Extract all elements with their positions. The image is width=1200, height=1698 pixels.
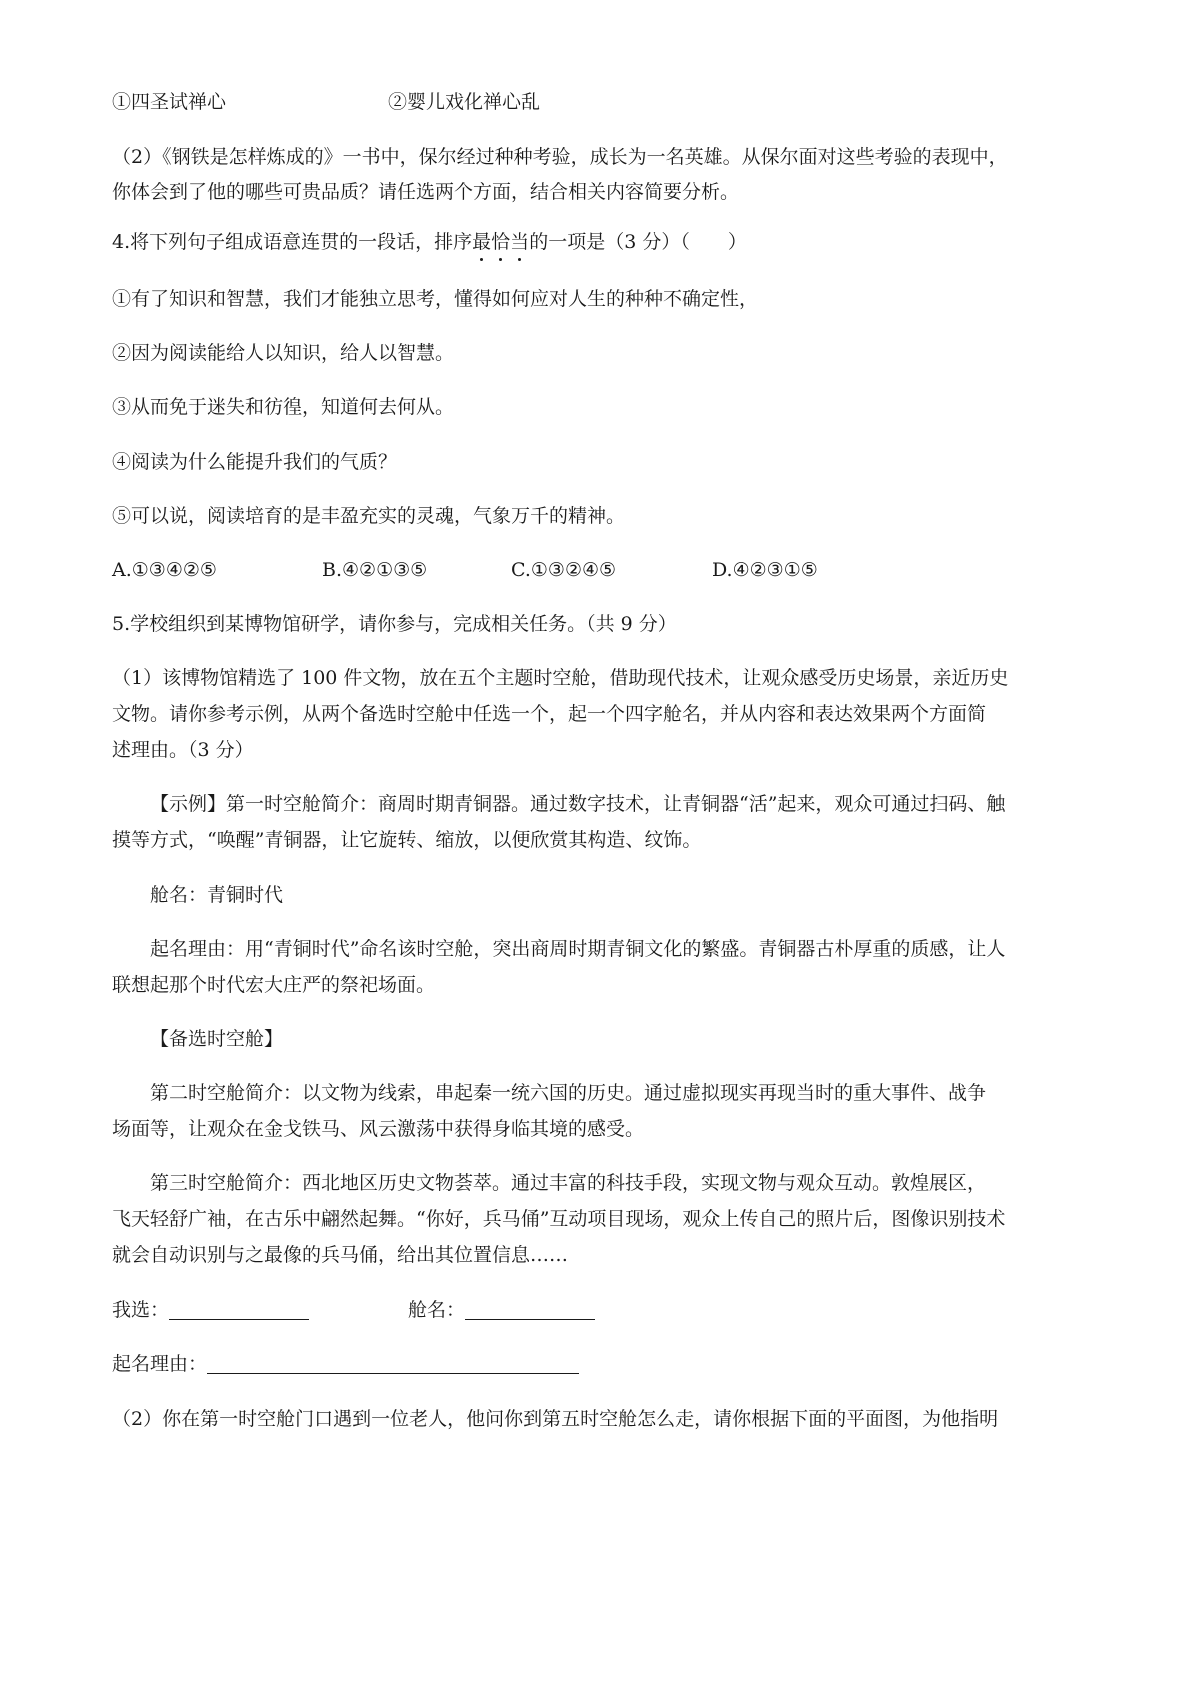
choose-blank[interactable] xyxy=(169,1299,309,1320)
q5-sub1-line-1: （1）该博物馆精选了 100 件文物，放在五个主题时空舱，借助现代技术，让观众感受历史场景，亲近历史 xyxy=(112,667,1009,689)
q4-sentence-5: ⑤可以说，阅读培育的是丰盈充实的灵魂，气象万千的精神。 xyxy=(112,505,626,527)
q4-stem-pre: 4.将下列句子组成语意连贯的一段话，排序 xyxy=(112,231,473,253)
q4-option-a: A.①③④②⑤ xyxy=(112,559,217,581)
cabin-2-line-2: 场面等，让观众在金戈铁马、风云激荡中获得身临其境的感受。 xyxy=(112,1118,645,1140)
q4-option-c: C.①③②④⑤ xyxy=(511,559,617,581)
q5-sub2-line-1: （2）你在第一时空舱门口遇到一位老人，他问你到第五时空舱怎么走，请你根据下面的平面图，为他指明 xyxy=(112,1408,999,1430)
q4-option-d: D.④②③①⑤ xyxy=(712,559,818,581)
q3-option-2: ②婴儿戏化禅心乱 xyxy=(388,91,541,113)
example-line-2: 摸等方式，“唤醒”青铜器，让它旋转、缩放，以便欣赏其构造、纹饰。 xyxy=(112,829,702,851)
reason-blank[interactable] xyxy=(207,1353,579,1374)
q4-sentence-4: ④阅读为什么能提升我们的气质？ xyxy=(112,451,398,473)
name-blank[interactable] xyxy=(465,1299,595,1320)
q5-sub1-line-2: 文物。请你参考示例，从两个备选时空舱中任选一个，起一个四字舱名，并从内容和表达效果两个方面简 xyxy=(112,703,987,725)
cabin-3-line-3: 就会自动识别与之最像的兵马俑，给出其位置信息…… xyxy=(112,1244,569,1266)
name-label: 舱名： xyxy=(408,1299,466,1321)
cabin-3-line-2: 飞天轻舒广袖，在古乐中翩然起舞。“你好，兵马俑”互动项目现场，观众上传自己的照片后，图像识别技术 xyxy=(112,1208,1006,1230)
answer-reason-row xyxy=(112,1350,1100,1378)
q4-stem-post: 的一项是（3 分）（ ） xyxy=(529,231,747,253)
example-cabin-name: 舱名：青铜时代 xyxy=(150,884,284,906)
q3-sub2-line-2: 你体会到了他的哪些可贵品质？请任选两个方面，结合相关内容简要分析。 xyxy=(112,181,740,203)
alternative-cabins-heading: 【备选时空舱】 xyxy=(150,1028,284,1050)
cabin-2-line-1: 第二时空舱简介：以文物为线索，串起秦一统六国的历史。通过虚拟现实再现当时的重大事件、战争 xyxy=(150,1082,987,1104)
q5-stem: 5.学校组织到某博物馆研学，请你参与，完成相关任务。（共 9 分） xyxy=(112,613,677,635)
choose-label: 我选： xyxy=(112,1299,170,1321)
q4-option-b: B.④②①③⑤ xyxy=(322,559,428,581)
q3-option-1: ①四圣试禅心 xyxy=(112,91,227,113)
example-reason-line-1: 起名理由：用“青铜时代”命名该时空舱，突出商周时期青铜文化的繁盛。青铜器古朴厚重的质感，让人 xyxy=(150,938,1006,960)
example-reason-line-2: 联想起那个时代宏大庄严的祭祀场面。 xyxy=(112,974,436,996)
emphasis-char-3: 当 xyxy=(510,231,530,253)
q5-sub1-line-3: 述理由。（3 分） xyxy=(112,739,254,761)
example-line-1: 【示例】第一时空舱简介：商周时期青铜器。通过数字技术，让青铜器“活”起来，观众可通过扫码、触 xyxy=(150,793,1006,815)
q4-sentence-2: ②因为阅读能给人以知识，给人以智慧。 xyxy=(112,342,455,364)
emphasis-char-1: 最 xyxy=(472,231,492,253)
cabin-3-line-1: 第三时空舱简介：西北地区历史文物荟萃。通过丰富的科技手段，实现文物与观众互动。敦煌展区， xyxy=(150,1172,987,1194)
answer-name-row xyxy=(408,1296,1100,1324)
reason-label: 起名理由： xyxy=(112,1353,208,1375)
q4-sentence-3: ③从而免于迷失和彷徨，知道何去何从。 xyxy=(112,396,455,418)
q4-sentence-1: ①有了知识和智慧，我们才能独立思考，懂得如何应对人生的种种不确定性， xyxy=(112,288,759,310)
emphasis-char-2: 恰 xyxy=(491,231,511,253)
q3-sub2-line-1: （2）《钢铁是怎样炼成的》一书中，保尔经过种种考验，成长为一名英雄。从保尔面对这些考验的表现中， xyxy=(112,146,1008,168)
q4-stem xyxy=(112,228,1100,256)
